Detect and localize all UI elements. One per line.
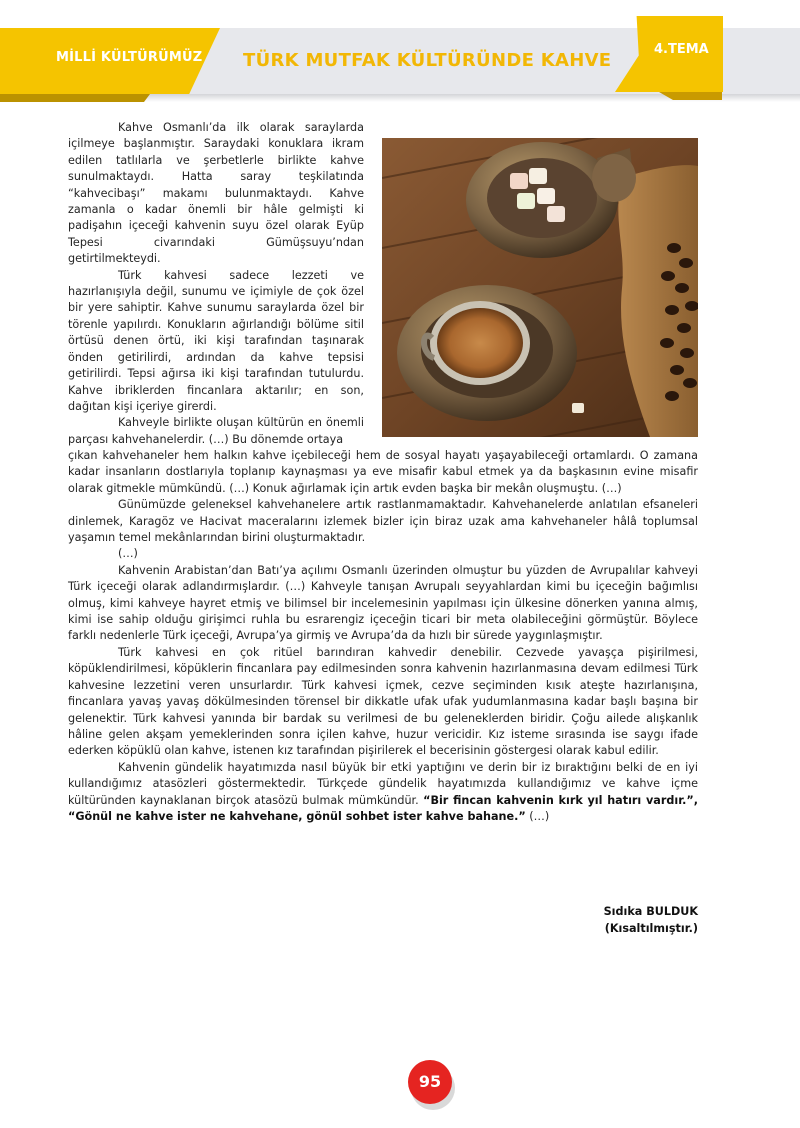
intro-column	[68, 120, 364, 448]
paragraph: Günümüzde geleneksel kahvehanelere artık rastlanmamaktadır. Kahvehanelerde anlatılan efsaneleri dinlemek, Karagöz ve Hacivat maceralarını izlemek bizler için biraz uzak ama kahvehaneler hâlâ toplumsal yaşamın temel mekânlarından birini oluşturmaktadır.	[68, 498, 698, 545]
article-body	[68, 448, 698, 825]
page-title: TÜRK MUTFAK KÜLTÜRÜNDE KAHVE	[243, 50, 612, 71]
paragraph: Kahveyle birlikte oluşan kültürün en önemli parçası kahvehanelerdir. (…) Bu dönemde ortaya	[68, 416, 364, 446]
paragraph-text: Kahvenin gündelik hayatımızda nasıl büyük bir etki yaptığını ve derin bir iz bıraktığını belki de en iyi kullandığımız atasözleri göstermektedir. Türkçede gündelik hayatımızda kullandığımız ve kahve içme kültüründen kaynaklanan birçok atasözü bulmak mümkündür.	[68, 760, 698, 807]
proverb-2: “Gönül ne kahve ister ne kahvehane, gönül sohbet ister kahve bahane.”	[68, 809, 526, 823]
proverb-1: “Bir fincan kahvenin kırk yıl hatırı vardır.”,	[423, 793, 698, 807]
ellipsis: (…)	[529, 809, 550, 823]
author-name: Sıdıka BULDUK	[603, 905, 698, 918]
ellipsis-line: (…)	[118, 547, 138, 561]
paragraph-proverbs	[68, 760, 698, 826]
paragraph: Kahve Osmanlı’da ilk olarak saraylarda içilmeye başlanmıştır. Saraydaki konuklara ikram edilen tatlılarla ve şerbetlerle birlikte kahve sunulmaktaydı. Hatta saray teşkilatında “kahvecibaşı” makamı bulunmaktaydı. Kahve zamanla o kadar önemli bir hâle gelmişti ki padişahın içeceği kahvenin suyu özel olarak Eyüp Tepesi civarındaki Gümüşsuyu’ndan getirtilmekteydi.	[68, 121, 364, 266]
turkish-coffee-photo	[382, 138, 698, 437]
paragraph: Türk kahvesi en çok ritüel barındıran kahvedir denebilir. Cezvede yavaşça pişirilmesi, köpüklendirilmesi, köpüklerin fincanlara pay edilmesinden sonra kahvenin hazırlanmasına devam edilmesi Türk kahvesine lezzetini veren unsurlardır. Türk kahvesi içmek, cezve seçiminden kısık ateşte hazırlanışına, fincanlara yavaş yavaş dökülmesinden törensel bir dikkatle ufak ufak yudumlanmasına kadar başlı başına bir gelenektir. Türk kahvesi yanında bir bardak su verilmesi de bu geleneklerden biridir. Çoğu ailede alışkanlık hâline gelen akşam yemeklerinden sonra içilen kahve, huzur vericidir. Kız isteme sırasında ise saygı ifade ederken köpüklü olan kahve, istenen kız tarafından pişirilerek el becerisinin göstergesi olarak kabul edilir.	[68, 645, 698, 758]
section-tab-fold	[0, 94, 150, 102]
author-block	[604, 903, 698, 937]
author-note: (Kısaltılmıştır.)	[604, 922, 698, 935]
page-number: 95	[408, 1060, 452, 1104]
paragraph: Kahvenin Arabistan’dan Batı’ya açılımı Osmanlı üzerinden olmuştur bu yüzden de Avrupalılar kahveyi Türk içeceği olarak adlandırmışlardır. (…) Kahveyle tanışan Avrupalı seyyahlardan kimi bu içeceğin bağımlısı olmuş, kimi kahveye hayret etmiş ve bilimsel bir incelemesinin yapılması için ülkesine dönerken yanına almış, kimi ise sahip olduğu girişimci ruhla bu esrarengiz içeceğin ticari bir meta olabileceğini görmüştür. Böylece farklı nedenlerle Türk içeceği, Avrupa’ya girmiş ve Avrupa’da da hızlı bir sürede yaygınlaşmıştır.	[68, 563, 698, 643]
section-label: MİLLİ KÜLTÜRÜMÜZ	[56, 50, 203, 65]
paragraph: çıkan kahvehaneler hem halkın kahve içebileceği hem de sosyal hayatı yaşayabileceği ortamlardı. O zamana kadar insanların dostlarıyla toplanıp kaynaşması ya eve misafir kabul etmek ya da başkasının evine misafir olarak gitmekle mümkündü. (…) Konuk ağırlamak için artık evden başka bir mekân oluşmuştu. (…)	[68, 449, 698, 495]
coffee-illustration	[382, 138, 698, 437]
theme-label: 4.TEMA	[654, 42, 709, 57]
paragraph: Türk kahvesi sadece lezzeti ve hazırlanışıyla değil, sunumu ve içimiyle de çok özel bir yere sahiptir. Kahve sunumu saraylarda özel bir törenle yapılırdı. Konukların ağırlandığı bölüme sitil örtüsü denen örtü, iki kişi tarafından taşınarak önden getirilirdi, ardından da kahve tepsisi getirilirdi. Tepsi ağırsa iki kişi tarafından tutulurdu. Kahve ibriklerden fincanlara aktarılır; en son, dağıtan kişi içeriye girerdi.	[68, 268, 364, 413]
